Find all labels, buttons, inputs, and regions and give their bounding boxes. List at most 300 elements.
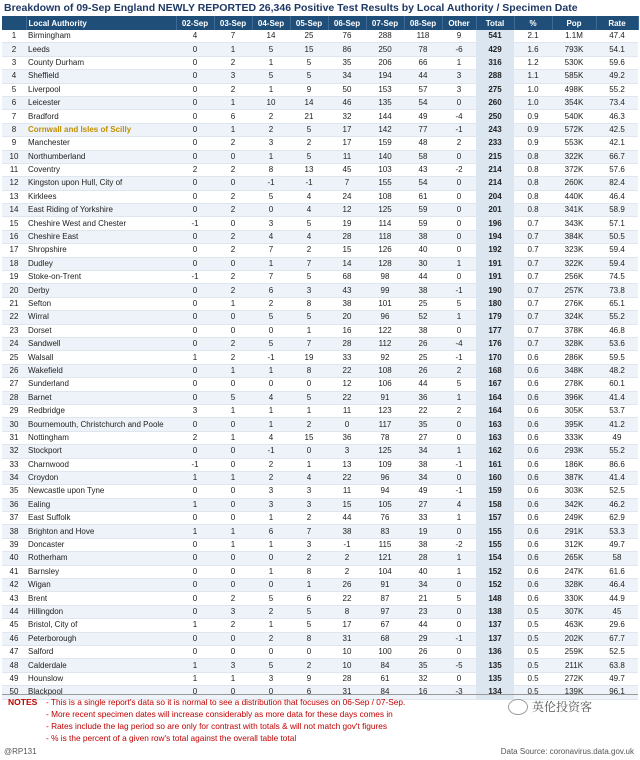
pop-cell: 293K [552, 445, 596, 458]
day-cell: 1 [214, 431, 252, 444]
total-cell: 179 [476, 311, 514, 324]
day-cell: -1 [176, 271, 214, 284]
note-line: - This is a single report's data so it is normal to see a distribution that focuses on 06-Sep / 07-Sep. [46, 697, 406, 707]
day-cell: 78 [366, 431, 404, 444]
day-cell: 28 [328, 337, 366, 350]
table-row [2, 284, 638, 297]
day-cell: 109 [366, 458, 404, 471]
day-cell: 2 [214, 619, 252, 632]
authority-cell: Calderdale [26, 659, 176, 672]
other-cell: -5 [442, 659, 476, 672]
percent-cell [514, 190, 552, 203]
day-cell: 13 [290, 163, 328, 176]
rate-cell: 61.6 [596, 565, 638, 578]
other-cell: 0 [442, 672, 476, 685]
rank-cell: 14 [2, 204, 26, 217]
rank-cell: 49 [2, 672, 26, 685]
percent-cell [514, 311, 552, 324]
other-cell: 0 [442, 324, 476, 337]
day-cell: 153 [366, 83, 404, 96]
day-cell: 5 [290, 150, 328, 163]
day-cell: 0 [252, 324, 290, 337]
day-cell: 103 [366, 163, 404, 176]
percent-value: 0.7 [527, 232, 539, 242]
hdr-03-sep: 03-Sep [214, 16, 252, 30]
day-cell: 84 [366, 686, 404, 699]
day-cell: 2 [214, 83, 252, 96]
other-cell: 0 [442, 271, 476, 284]
day-cell: 97 [366, 605, 404, 618]
day-cell: 0 [176, 257, 214, 270]
day-cell: 2 [290, 659, 328, 672]
authority-cell: Sandwell [26, 337, 176, 350]
day-cell: 44 [404, 271, 442, 284]
day-cell: 0 [176, 70, 214, 83]
day-cell: -1 [176, 217, 214, 230]
day-cell: 6 [252, 525, 290, 538]
other-cell: 3 [442, 70, 476, 83]
day-cell: 67 [366, 619, 404, 632]
percent-value: 0.7 [527, 272, 539, 282]
pop-cell: 202K [552, 632, 596, 645]
rank-cell: 4 [2, 70, 26, 83]
rank-cell: 26 [2, 364, 26, 377]
percent-value: 0.5 [527, 647, 539, 657]
other-cell: 1 [442, 257, 476, 270]
pop-cell: 354K [552, 96, 596, 109]
day-cell: 29 [404, 632, 442, 645]
rate-cell: 82.4 [596, 177, 638, 190]
day-cell: 1 [290, 458, 328, 471]
pop-cell: 291K [552, 525, 596, 538]
day-cell: 5 [252, 311, 290, 324]
day-cell: 21 [404, 592, 442, 605]
other-cell: -1 [442, 123, 476, 136]
pop-cell: 387K [552, 471, 596, 484]
day-cell: 1 [252, 364, 290, 377]
day-cell: 14 [290, 96, 328, 109]
rank-cell: 33 [2, 458, 26, 471]
pop-cell: 341K [552, 204, 596, 217]
rank-cell: 28 [2, 391, 26, 404]
total-cell: 136 [476, 645, 514, 658]
percent-value: 0.6 [527, 580, 539, 590]
rate-cell: 49.2 [596, 70, 638, 83]
day-cell: 50 [328, 83, 366, 96]
pop-cell: 343K [552, 217, 596, 230]
percent-cell [514, 592, 552, 605]
day-cell: 108 [366, 364, 404, 377]
day-cell: 1 [214, 43, 252, 56]
total-cell: 429 [476, 43, 514, 56]
rate-cell: 60.1 [596, 378, 638, 391]
table-row [2, 471, 638, 484]
day-cell: 0 [176, 565, 214, 578]
day-cell: 1 [252, 56, 290, 69]
authority-cell: Ealing [26, 498, 176, 511]
day-cell: 0 [214, 257, 252, 270]
day-cell: 3 [252, 672, 290, 685]
day-cell: 0 [214, 150, 252, 163]
rate-cell: 50.5 [596, 230, 638, 243]
authority-cell: Northumberland [26, 150, 176, 163]
day-cell: 0 [290, 645, 328, 658]
total-cell: 180 [476, 297, 514, 310]
percent-cell [514, 645, 552, 658]
rank-cell: 2 [2, 43, 26, 56]
day-cell: 125 [366, 204, 404, 217]
table-row [2, 96, 638, 109]
authority-cell: Kingston upon Hull, City of [26, 177, 176, 190]
other-cell: 1 [442, 552, 476, 565]
day-cell: 26 [404, 645, 442, 658]
other-cell: -1 [442, 351, 476, 364]
watermark-text: 英伦投资客 [532, 700, 593, 714]
rank-cell: 40 [2, 552, 26, 565]
rank-cell: 35 [2, 485, 26, 498]
rank-cell: 43 [2, 592, 26, 605]
day-cell: 0 [176, 137, 214, 150]
authority-cell: Brighton and Hove [26, 525, 176, 538]
rank-cell: 27 [2, 378, 26, 391]
day-cell: 0 [214, 177, 252, 190]
rate-cell: 46.4 [596, 190, 638, 203]
rate-cell: 86.6 [596, 458, 638, 471]
total-cell: 250 [476, 110, 514, 123]
rank-cell: 7 [2, 110, 26, 123]
day-cell: 4 [252, 391, 290, 404]
day-cell: 91 [366, 391, 404, 404]
note-line: - Rates include the lag period so are only for contrast with totals & will not match gov't figures [46, 721, 387, 731]
table-row [2, 56, 638, 69]
rate-cell: 46.2 [596, 498, 638, 511]
day-cell: 2 [214, 204, 252, 217]
day-cell: 38 [404, 538, 442, 551]
day-cell: 1 [214, 96, 252, 109]
rank-cell: 44 [2, 605, 26, 618]
pop-cell: 139K [552, 686, 596, 699]
day-cell: 26 [404, 337, 442, 350]
day-cell: 7 [252, 271, 290, 284]
day-cell: 3 [252, 217, 290, 230]
day-cell: 40 [404, 244, 442, 257]
other-cell: 9 [442, 30, 476, 43]
total-cell: 152 [476, 579, 514, 592]
table-row [2, 297, 638, 310]
rank-cell: 22 [2, 311, 26, 324]
percent-value: 0.5 [527, 660, 539, 670]
day-cell: 2 [214, 271, 252, 284]
pop-cell: 328K [552, 337, 596, 350]
total-cell: 137 [476, 619, 514, 632]
authority-cell: Derby [26, 284, 176, 297]
day-cell: 3 [290, 284, 328, 297]
day-cell: 0 [252, 378, 290, 391]
other-cell: 0 [442, 217, 476, 230]
percent-value: 0.8 [527, 191, 539, 201]
day-cell: 144 [366, 110, 404, 123]
day-cell: 7 [290, 257, 328, 270]
percent-cell [514, 43, 552, 56]
total-cell: 138 [476, 605, 514, 618]
rank-cell: 25 [2, 351, 26, 364]
footer-source: Data Source: coronavirus.data.gov.uk [500, 747, 634, 756]
total-cell: 541 [476, 30, 514, 43]
day-cell: 1 [176, 351, 214, 364]
rate-cell: 49.7 [596, 672, 638, 685]
pop-cell: 260K [552, 177, 596, 190]
other-cell: 2 [442, 404, 476, 417]
table-row [2, 311, 638, 324]
day-cell: 2 [328, 552, 366, 565]
percent-cell [514, 605, 552, 618]
percent-cell [514, 391, 552, 404]
table-row [2, 70, 638, 83]
day-cell: 11 [328, 150, 366, 163]
rank-cell: 19 [2, 271, 26, 284]
rate-cell: 57.6 [596, 163, 638, 176]
pop-cell: 553K [552, 137, 596, 150]
day-cell: 14 [328, 257, 366, 270]
day-cell: 155 [366, 177, 404, 190]
day-cell: 94 [366, 485, 404, 498]
percent-value: 0.5 [527, 633, 539, 643]
percent-cell [514, 150, 552, 163]
day-cell: 19 [328, 217, 366, 230]
pop-cell: 286K [552, 351, 596, 364]
table-row [2, 458, 638, 471]
day-cell: 2 [214, 163, 252, 176]
day-cell: 31 [328, 686, 366, 699]
authority-cell: Stoke-on-Trent [26, 271, 176, 284]
day-cell: 1 [252, 538, 290, 551]
rank-cell: 34 [2, 471, 26, 484]
day-cell: 8 [290, 565, 328, 578]
percent-value: 0.8 [527, 151, 539, 161]
table-row [2, 137, 638, 150]
total-cell: 135 [476, 659, 514, 672]
pop-cell: 323K [552, 244, 596, 257]
day-cell: 108 [366, 190, 404, 203]
table-row [2, 538, 638, 551]
day-cell: 38 [328, 525, 366, 538]
day-cell: 20 [328, 311, 366, 324]
rank-cell: 5 [2, 83, 26, 96]
total-cell: 170 [476, 351, 514, 364]
day-cell: 0 [214, 645, 252, 658]
day-cell: 38 [404, 230, 442, 243]
rank-cell: 39 [2, 538, 26, 551]
day-cell: 1 [290, 404, 328, 417]
authority-cell: County Durham [26, 56, 176, 69]
day-cell: 0 [290, 378, 328, 391]
percent-value: 0.6 [527, 419, 539, 429]
day-cell: 4 [252, 431, 290, 444]
day-cell: 0 [176, 123, 214, 136]
percent-cell [514, 538, 552, 551]
rate-cell: 66.7 [596, 150, 638, 163]
day-cell: 1 [214, 364, 252, 377]
percent-cell [514, 498, 552, 511]
day-cell: 25 [404, 351, 442, 364]
total-cell: 160 [476, 471, 514, 484]
rank-cell: 1 [2, 30, 26, 43]
table-row [2, 378, 638, 391]
other-cell: 0 [442, 244, 476, 257]
total-cell: 157 [476, 512, 514, 525]
day-cell: 28 [328, 230, 366, 243]
day-cell: 5 [290, 70, 328, 83]
day-cell: 2 [290, 418, 328, 431]
percent-value: 0.6 [527, 432, 539, 442]
day-cell: 2 [252, 471, 290, 484]
percent-cell [514, 632, 552, 645]
authority-cell: Liverpool [26, 83, 176, 96]
day-cell: 14 [252, 30, 290, 43]
percent-value: 0.7 [527, 299, 539, 308]
day-cell: 43 [404, 163, 442, 176]
percent-cell [514, 418, 552, 431]
day-cell: 115 [366, 538, 404, 551]
authority-cell: Cheshire West and Chester [26, 217, 176, 230]
day-cell: 3 [176, 404, 214, 417]
rate-cell: 59.6 [596, 56, 638, 69]
rate-cell: 48.2 [596, 364, 638, 377]
day-cell: 48 [404, 137, 442, 150]
rate-cell: 53.3 [596, 525, 638, 538]
day-cell: -1 [328, 538, 366, 551]
table-row [2, 391, 638, 404]
day-cell: 5 [290, 605, 328, 618]
percent-cell [514, 485, 552, 498]
day-cell: 1 [176, 672, 214, 685]
rank-cell: 50 [2, 686, 26, 699]
other-cell: -6 [442, 43, 476, 56]
percent-value: 0.6 [527, 446, 539, 456]
day-cell: 1 [252, 619, 290, 632]
rate-cell: 96.1 [596, 686, 638, 699]
day-cell: 101 [366, 297, 404, 310]
day-cell: 2 [214, 190, 252, 203]
hdr-02-sep: 02-Sep [176, 16, 214, 30]
hdr-other: Other [442, 16, 476, 30]
other-cell: 1 [442, 512, 476, 525]
page-title: Breakdown of 09-Sep England NEWLY REPORTED 26,346 Positive Test Results by Local Authority / Specimen Date [4, 2, 578, 14]
authority-cell: Barnsley [26, 565, 176, 578]
pop-cell: 312K [552, 538, 596, 551]
day-cell: 7 [214, 30, 252, 43]
day-cell: 15 [328, 244, 366, 257]
total-cell: 155 [476, 525, 514, 538]
day-cell: 5 [290, 311, 328, 324]
day-cell: 1 [176, 471, 214, 484]
day-cell: 83 [366, 525, 404, 538]
table-row [2, 123, 638, 136]
other-cell: -1 [442, 485, 476, 498]
percent-cell [514, 83, 552, 96]
pop-cell: 322K [552, 150, 596, 163]
other-cell: -1 [442, 284, 476, 297]
percent-value: 0.7 [527, 218, 539, 228]
percent-value: 2.1 [527, 31, 539, 41]
rank-cell: 16 [2, 230, 26, 243]
day-cell: 1 [176, 659, 214, 672]
day-cell: 121 [366, 552, 404, 565]
total-cell: 196 [476, 217, 514, 230]
day-cell: 16 [328, 324, 366, 337]
day-cell: 0 [214, 686, 252, 699]
total-cell: 201 [476, 204, 514, 217]
day-cell: 11 [328, 485, 366, 498]
rate-cell: 62.9 [596, 512, 638, 525]
table-row [2, 431, 638, 444]
day-cell: 0 [176, 230, 214, 243]
percent-value: 0.6 [527, 486, 539, 496]
total-cell: 137 [476, 632, 514, 645]
total-cell: 163 [476, 418, 514, 431]
total-cell: 168 [476, 364, 514, 377]
day-cell: 68 [366, 632, 404, 645]
day-cell: 27 [404, 498, 442, 511]
total-cell: 164 [476, 404, 514, 417]
total-cell: 316 [476, 56, 514, 69]
day-cell: 17 [328, 619, 366, 632]
hdr-local-authority: Local Authority [26, 16, 176, 30]
total-cell: 134 [476, 686, 514, 699]
rank-cell: 36 [2, 498, 26, 511]
day-cell: 0 [176, 686, 214, 699]
day-cell: 1 [214, 123, 252, 136]
day-cell: 0 [214, 552, 252, 565]
authority-cell: Cornwall and Isles of Scilly [26, 123, 176, 136]
day-cell: 46 [328, 96, 366, 109]
total-cell: 243 [476, 123, 514, 136]
day-cell: 0 [176, 592, 214, 605]
total-cell: 161 [476, 458, 514, 471]
day-cell: 17 [328, 123, 366, 136]
day-cell: 106 [366, 378, 404, 391]
total-cell: 194 [476, 230, 514, 243]
table-row [2, 498, 638, 511]
day-cell: 33 [328, 351, 366, 364]
other-cell: 0 [442, 525, 476, 538]
day-cell: 0 [214, 485, 252, 498]
day-cell: 7 [290, 525, 328, 538]
authority-cell: Barnet [26, 391, 176, 404]
day-cell: 38 [404, 284, 442, 297]
day-cell: 34 [404, 471, 442, 484]
table-row [2, 592, 638, 605]
day-cell: 0 [176, 110, 214, 123]
rank-cell: 6 [2, 96, 26, 109]
day-cell: -1 [176, 458, 214, 471]
day-cell: 194 [366, 70, 404, 83]
pop-cell: 249K [552, 512, 596, 525]
other-cell: 0 [442, 204, 476, 217]
authority-cell: Dudley [26, 257, 176, 270]
day-cell: 7 [290, 337, 328, 350]
day-cell: 25 [290, 30, 328, 43]
percent-value: 0.6 [527, 392, 539, 402]
rate-cell: 49 [596, 431, 638, 444]
rank-cell: 8 [2, 123, 26, 136]
day-cell: 0 [176, 605, 214, 618]
day-cell: 3 [214, 70, 252, 83]
day-cell: 0 [176, 150, 214, 163]
day-cell: 142 [366, 123, 404, 136]
day-cell: 32 [328, 110, 366, 123]
authority-cell: Bristol, City of [26, 619, 176, 632]
